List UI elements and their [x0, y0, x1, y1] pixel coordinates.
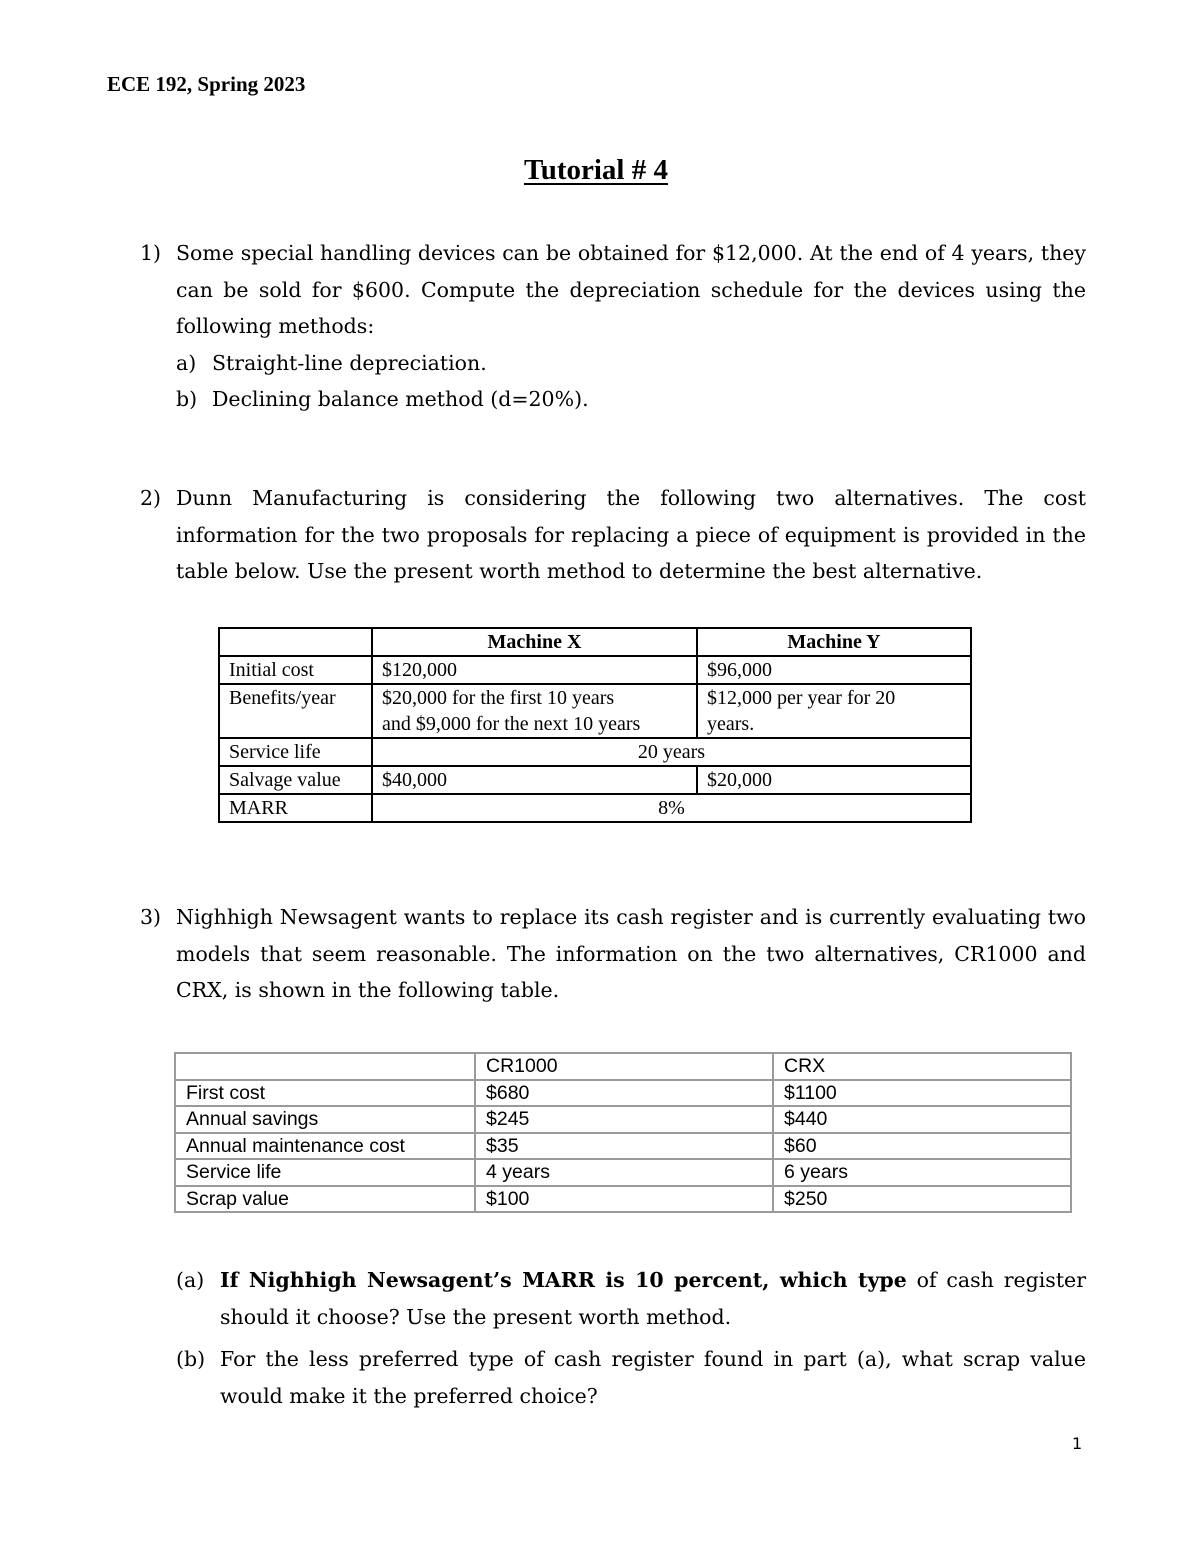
question-text: Some special handling devices can be obtained for $12,000. At the end of 4 years, they can be sold for $600. Compute the depreciation schedule for the devices using the following methods: [176, 241, 1086, 338]
part-label: b) [176, 387, 198, 411]
row-label: Initial cost [219, 656, 372, 684]
question-text: Dunn Manufacturing is considering the following two alternatives. The cost information for the two proposals for replacing a piece of equipment is provided in the table below. Use the present worth method to determine the best alternative. [176, 486, 1086, 583]
table-header-cell: Machine X [372, 628, 697, 656]
table-cell: $60 [773, 1133, 1071, 1160]
table-cell: $35 [475, 1133, 773, 1160]
table-cell: $40,000 [372, 766, 697, 794]
row-label: Benefits/year [219, 684, 372, 738]
page-title: Tutorial # 4 [524, 154, 668, 186]
table-row [175, 1080, 1071, 1107]
table-cell: $440 [773, 1106, 1071, 1133]
table-cell [219, 628, 372, 656]
table-row [175, 1186, 1071, 1213]
table-row [219, 684, 971, 738]
question-3-parts [140, 1262, 1086, 1414]
table-cell [372, 684, 697, 738]
question-part [176, 1262, 1086, 1335]
question-2 [140, 480, 1086, 590]
page-number: 1 [1072, 1434, 1083, 1453]
row-label: Annual maintenance cost [175, 1133, 475, 1160]
table-cell: 4 years [475, 1159, 773, 1186]
table-row [219, 794, 971, 822]
table-header-row [219, 628, 971, 656]
part-text [220, 1262, 1086, 1335]
question-part [176, 345, 1086, 382]
row-label: MARR [219, 794, 372, 822]
question-part [176, 1341, 1086, 1414]
cell-line: $20,000 for the first 10 years [382, 687, 615, 709]
table-cell: $1100 [773, 1080, 1071, 1107]
cell-line: $12,000 per year for 20 [707, 687, 896, 709]
table-row [219, 656, 971, 684]
question-number: 1) [140, 241, 162, 265]
part-text: For the less preferred type of cash register found in part (a), what scrap value would make it the preferred choice? [220, 1347, 1086, 1408]
table-header-row [175, 1053, 1071, 1080]
row-label: Service life [175, 1159, 475, 1186]
row-label: Salvage value [219, 766, 372, 794]
table-row [175, 1106, 1071, 1133]
table-cell: $120,000 [372, 656, 697, 684]
table-cell: $245 [475, 1106, 773, 1133]
cash-register-table [174, 1052, 1072, 1213]
table-cell: 20 years [372, 738, 971, 766]
part-label: a) [176, 350, 197, 375]
question-part [176, 381, 1086, 418]
table-row [219, 738, 971, 766]
row-label: Scrap value [175, 1186, 475, 1213]
table-header-cell: CRX [773, 1053, 1071, 1080]
table-cell: $680 [475, 1080, 773, 1107]
table-cell: $100 [475, 1186, 773, 1213]
part-label: (b) [176, 1347, 206, 1371]
machine-comparison-table [218, 627, 972, 823]
table-cell [175, 1053, 475, 1080]
table-cell: $20,000 [697, 766, 971, 794]
cell-line: and $9,000 for the next 10 years [382, 713, 641, 735]
table-header-cell: CR1000 [475, 1053, 773, 1080]
question-text: Nighhigh Newsagent wants to replace its cash register and is currently evaluating two models that seem reasonable. The information on the two alternatives, CR1000 and CRX, is shown in the following table. [176, 905, 1086, 1002]
table-cell: $96,000 [697, 656, 971, 684]
table-cell [697, 684, 971, 738]
table-row [175, 1133, 1071, 1160]
table-row [219, 766, 971, 794]
part-rest-text: of cash register should it choose? Use the present worth method. [220, 1268, 1086, 1329]
table-cell: $250 [773, 1186, 1071, 1213]
row-label: Annual savings [175, 1106, 475, 1133]
part-text: Straight-line depreciation. [212, 350, 487, 375]
question-number: 2) [140, 486, 162, 510]
question-number: 3) [140, 905, 162, 929]
row-label: Service life [219, 738, 372, 766]
question-3 [140, 899, 1086, 1009]
cell-line: years. [707, 713, 755, 735]
part-text: Declining balance method (d=20%). [212, 387, 589, 411]
row-label: First cost [175, 1080, 475, 1107]
question-1 [140, 235, 1086, 418]
part-label: (a) [176, 1268, 205, 1292]
course-header: ECE 192, Spring 2023 [107, 72, 306, 96]
part-bold-text: If Nighhigh Newsagent’s MARR is 10 percent, which type [220, 1268, 907, 1292]
table-cell: 6 years [773, 1159, 1071, 1186]
table-header-cell: Machine Y [697, 628, 971, 656]
table-row [175, 1159, 1071, 1186]
table-cell: 8% [372, 794, 971, 822]
